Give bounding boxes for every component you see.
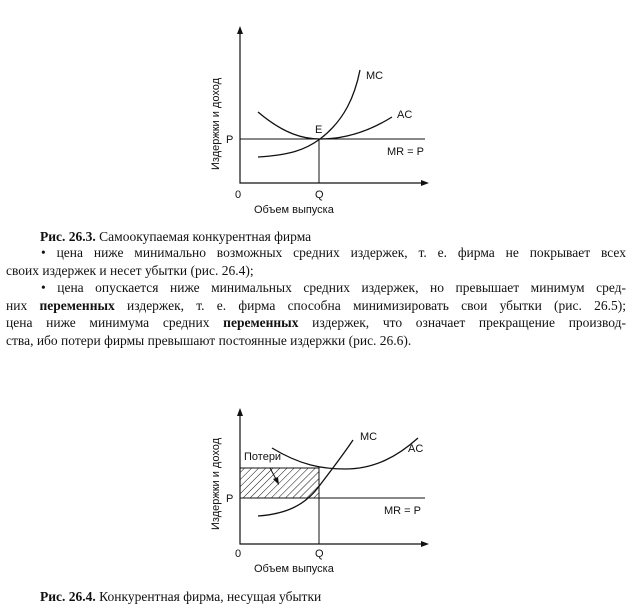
figure-title: Конкурентная фирма, несущая убытки bbox=[95, 589, 322, 604]
text-line: них переменных издержек, т. е. фирма способна минимизировать свои убытки (рис. 26.5); bbox=[6, 297, 626, 313]
text-line: ства, ибо потери фирмы превышают постоянные издержки (рис. 26.6). bbox=[6, 332, 412, 348]
mc-label: MC bbox=[360, 431, 378, 443]
y-axis-label: Издержки и доход bbox=[210, 437, 222, 530]
p-label: P bbox=[226, 493, 234, 505]
text-line: • цена опускается ниже минимальных средних издержек, но превышает минимум сред- bbox=[41, 280, 626, 296]
x-axis-label: Объем выпуска bbox=[254, 204, 334, 216]
ac-label: AC bbox=[397, 109, 413, 121]
body-text bbox=[6, 244, 626, 350]
x-axis-arrow bbox=[421, 180, 429, 186]
e-label: E bbox=[315, 124, 323, 136]
text-line: своих издержек и несет убытки (рис. 26.4); bbox=[6, 262, 254, 278]
p-label: P bbox=[226, 134, 234, 146]
emphasis: переменных bbox=[223, 315, 299, 331]
mr-label: MR = P bbox=[384, 505, 421, 517]
figure-number: Рис. 26.4. bbox=[40, 589, 96, 604]
figure-26-3 bbox=[0, 0, 633, 222]
q-label: Q bbox=[315, 548, 324, 560]
loss-label: Потери bbox=[244, 451, 282, 463]
emphasis: переменных bbox=[39, 297, 115, 313]
x-axis-arrow bbox=[421, 541, 429, 547]
origin-label: 0 bbox=[235, 189, 242, 201]
mc-curve bbox=[258, 70, 360, 157]
y-axis-arrow bbox=[237, 26, 243, 34]
figure-number: Рис. 26.3. bbox=[40, 229, 96, 244]
origin-label: 0 bbox=[235, 548, 242, 560]
figure-caption bbox=[40, 589, 321, 605]
axes bbox=[240, 30, 425, 183]
loss-area bbox=[240, 468, 319, 498]
figure-26-4 bbox=[0, 380, 633, 580]
text-line: • цена ниже минимально возможных средних издержек, т. е. фирма не покрывает всех bbox=[41, 245, 626, 260]
mr-label: MR = P bbox=[387, 146, 424, 158]
ac-label: AC bbox=[408, 443, 424, 455]
text-line: цена ниже минимума средних переменных издержек, что означает прекращение производ- bbox=[6, 315, 626, 331]
q-label: Q bbox=[315, 189, 324, 201]
ac-curve bbox=[272, 438, 418, 469]
mc-label: MC bbox=[366, 70, 384, 82]
figure-caption bbox=[40, 229, 311, 245]
y-axis-arrow bbox=[237, 408, 243, 416]
x-axis-label: Объем выпуска bbox=[254, 563, 334, 575]
figure-title: Самоокупаемая конкурентная фирма bbox=[95, 229, 312, 244]
y-axis-label: Издержки и доход bbox=[210, 77, 222, 170]
